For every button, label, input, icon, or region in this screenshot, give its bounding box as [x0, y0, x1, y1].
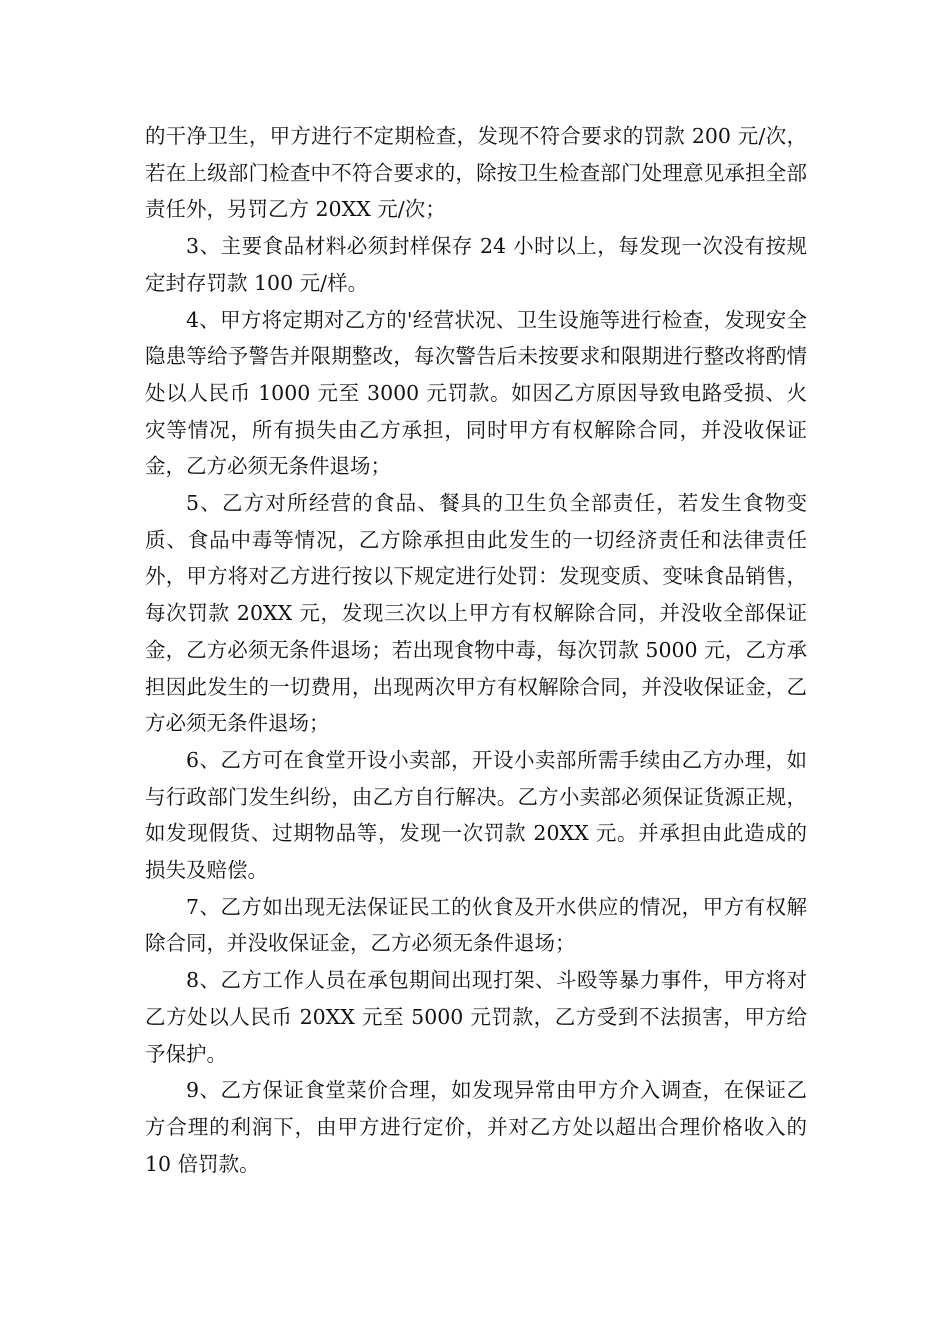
clause-4: 4、甲方将定期对乙方的'经营状况、卫生设施等进行检查，发现安全隐患等给予警告并限期整改，每次警告后未按要求和限期进行整改将酌情处以人民币 1000 元至 3000 元罚款。如因乙方原因导致电路受损、火灾等情况，所有损失由乙方承担，同时甲方有权解除合同，并没收保证金，乙方必须无条件退场；: [145, 307, 807, 479]
clause-3: 3、主要食品材料必须封样保存 24 小时以上，每发现一次没有按规定封存罚款 100 元/样。: [145, 234, 807, 295]
clause-8: 8、乙方工作人员在承包期间出现打架、斗殴等暴力事件，甲方将对乙方处以人民币 20XX 元至 5000 元罚款，乙方受到不法损害，甲方给予保护。: [145, 968, 807, 1066]
clause-7: 7、乙方如出现无法保证民工的伙食及开水供应的情况，甲方有权解除合同，并没收保证金，乙方必须无条件退场；: [145, 894, 807, 956]
clause-5: 5、乙方对所经营的食品、餐具的卫生负全部责任，若发生食物变质、食品中毒等情况，乙方除承担由此发生的一切经济责任和法律责任外，甲方将对乙方进行按以下规定进行处罚：发现变质、变味食品销售，每次罚款 20XX 元，发现三次以上甲方有权解除合同，并没收全部保证金，乙方必须无条件退场；若出现食物中毒，每次罚款 5000 元，乙方承担因此发生的一切费用，出现两次甲方有权解除合同，并没收保证金，乙方必须无条件退场；: [145, 491, 807, 736]
paragraph-continuation: 的干净卫生，甲方进行不定期检查，发现不符合要求的罚款 200 元/次，若在上级部门检查中不符合要求的，除按卫生检查部门处理意见承担全部责任外，另罚乙方 20XX 元/次；: [145, 124, 807, 222]
clause-9: 9、乙方保证食堂菜价合理，如发现异常由甲方介入调查，在保证乙方合理的利润下，由甲方进行定价，并对乙方处以超出合理价格收入的 10 倍罚款。: [145, 1078, 807, 1176]
document-body: [145, 118, 807, 1182]
clause-6: 6、乙方可在食堂开设小卖部，开设小卖部所需手续由乙方办理，如与行政部门发生纠纷，由乙方自行解决。乙方小卖部必须保证货源正规，如发现假货、过期物品等，发现一次罚款 20XX 元。并承担由此造成的损失及赔偿。: [145, 747, 807, 883]
